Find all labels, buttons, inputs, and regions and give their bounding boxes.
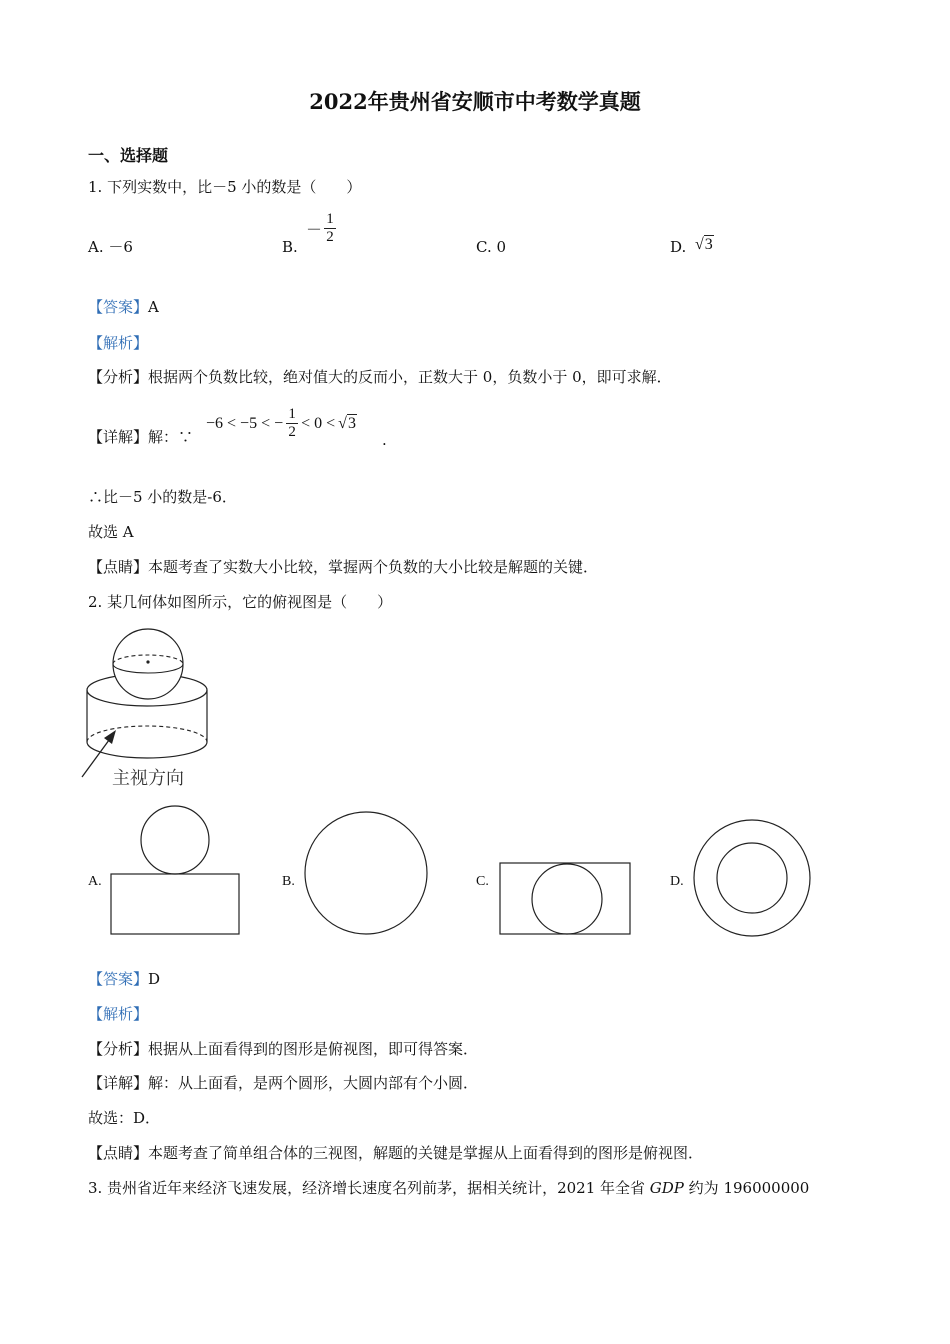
q1-stem: 1. 下列实数中，比－5 小的数是（ ） xyxy=(88,178,362,196)
q3-stem-gdp: GDP xyxy=(649,1179,684,1197)
q2-xiangjie-tag: 【详解】 xyxy=(88,1074,149,1092)
q2-dianjing-text: 本题考查了简单组合体的三视图，解题的关键是掌握从上面看得到的图形是俯视图． xyxy=(148,1144,704,1162)
q2-answer-value: D xyxy=(148,970,161,988)
q1-ineq-numerator: 1 xyxy=(288,406,296,422)
q1-ineq-denominator: 2 xyxy=(288,424,296,440)
q1-option-d-sqrt: √3 xyxy=(695,236,713,253)
q1-option-b-denominator: 2 xyxy=(326,229,334,245)
q1-ineq-frac xyxy=(286,406,298,441)
q2-cylinder-bottom-back xyxy=(87,726,207,742)
q1-therefore: ∴比－5 小的数是-6． xyxy=(88,488,237,506)
q2-cylinder-bottom-front xyxy=(87,742,207,758)
q2-fenxi xyxy=(88,1039,478,1059)
q3-stem-a: 3. 贵州省近年来经济飞速发展，经济增长速度名列前茅，据相关统计，2021 年全省 xyxy=(88,1179,650,1197)
page-title: 2022年贵州省安顺市中考数学真题 xyxy=(309,89,641,114)
q1-ineq-radicand: 3 xyxy=(347,414,356,432)
q1-option-b-label: B. xyxy=(282,238,298,256)
q1-ineq-right: < 0 < xyxy=(301,414,336,432)
q1-option-b-numerator: 1 xyxy=(326,211,334,227)
q2-fenxi-text: 根据从上面看得到的图形是俯视图，即可得答案． xyxy=(148,1040,479,1058)
q2-dianjing xyxy=(88,1143,703,1163)
q1-dianjing-tag: 【点睛】 xyxy=(88,558,149,576)
q1-ineq-left: −6 < −5 < − xyxy=(206,414,284,432)
q2-option-d-figure xyxy=(692,818,814,940)
q1-dianjing xyxy=(88,557,598,577)
q2-analysis-tag: 【解析】 xyxy=(88,1005,149,1023)
q2-fenxi-tag: 【分析】 xyxy=(88,1040,149,1058)
q1-option-b-frac xyxy=(324,211,336,246)
q1-choice: 故选 A xyxy=(88,523,134,541)
q2-xiangjie xyxy=(88,1073,478,1093)
q1-fenxi xyxy=(88,367,672,387)
q2-stem: 2. 某几何体如图所示，它的俯视图是（ ） xyxy=(88,593,393,611)
q1-option-a: A. －6 xyxy=(88,238,133,256)
q2-answer xyxy=(88,969,160,989)
q1-answer-tag: 【答案】 xyxy=(88,298,149,316)
q1-option-b-sign: － xyxy=(306,222,323,239)
q2-option-b-label: B. xyxy=(282,874,295,889)
q3-stem-b: 约为 196000000 xyxy=(683,1179,810,1197)
q1-xiangjie-tag: 【详解】 xyxy=(88,428,149,446)
q2-xiangjie-text: 解：从上面看，是两个圆形，大圆内部有个小圆． xyxy=(148,1074,479,1092)
q2-figure-caption: 主视方向 xyxy=(112,768,184,789)
q2-option-a-figure xyxy=(110,805,242,937)
q2-dianjing-tag: 【点睛】 xyxy=(88,1144,149,1162)
q1-option-d-label: D. xyxy=(670,238,687,256)
q2-sphere xyxy=(113,629,183,699)
q1-fenxi-tag: 【分析】 xyxy=(88,368,149,386)
q1-inequality: −6 < −5 < − $\frac{1}{2}$ < 0 < √3 xyxy=(206,406,356,440)
q1-option-b-fraction xyxy=(306,211,336,246)
q1-ineq-end: . xyxy=(382,431,387,449)
q2-option-b-figure xyxy=(304,811,430,937)
q1-dianjing-text: 本题考查了实数大小比较，掌握两个负数的大小比较是解题的关键． xyxy=(148,558,599,576)
q2-sphere-center xyxy=(146,660,149,663)
q3-stem xyxy=(88,1178,809,1198)
q1-answer-value: A xyxy=(148,298,159,316)
q2-option-c-label: C. xyxy=(476,874,489,889)
q2-option-a-label: A. xyxy=(88,874,102,889)
q2-answer-tag: 【答案】 xyxy=(88,970,149,988)
section-heading: 一、选择题 xyxy=(88,146,169,165)
q2-option-d-label: D. xyxy=(670,874,684,889)
q1-option-c: C. 0 xyxy=(476,238,507,256)
q1-analysis-tag: 【解析】 xyxy=(88,334,149,352)
q1-fenxi-text: 根据两个负数比较，绝对值大的反而小，正数大于 0，负数小于 0，即可求解． xyxy=(148,368,672,386)
q2-option-c-figure xyxy=(498,861,634,937)
q2-choice: 故选：D． xyxy=(88,1109,161,1127)
q1-xiangjie-prefix: 解：∵ xyxy=(148,428,194,446)
q1-option-d-radicand: 3 xyxy=(704,236,713,253)
q1-xiangjie xyxy=(88,427,193,447)
q1-answer xyxy=(88,297,159,317)
